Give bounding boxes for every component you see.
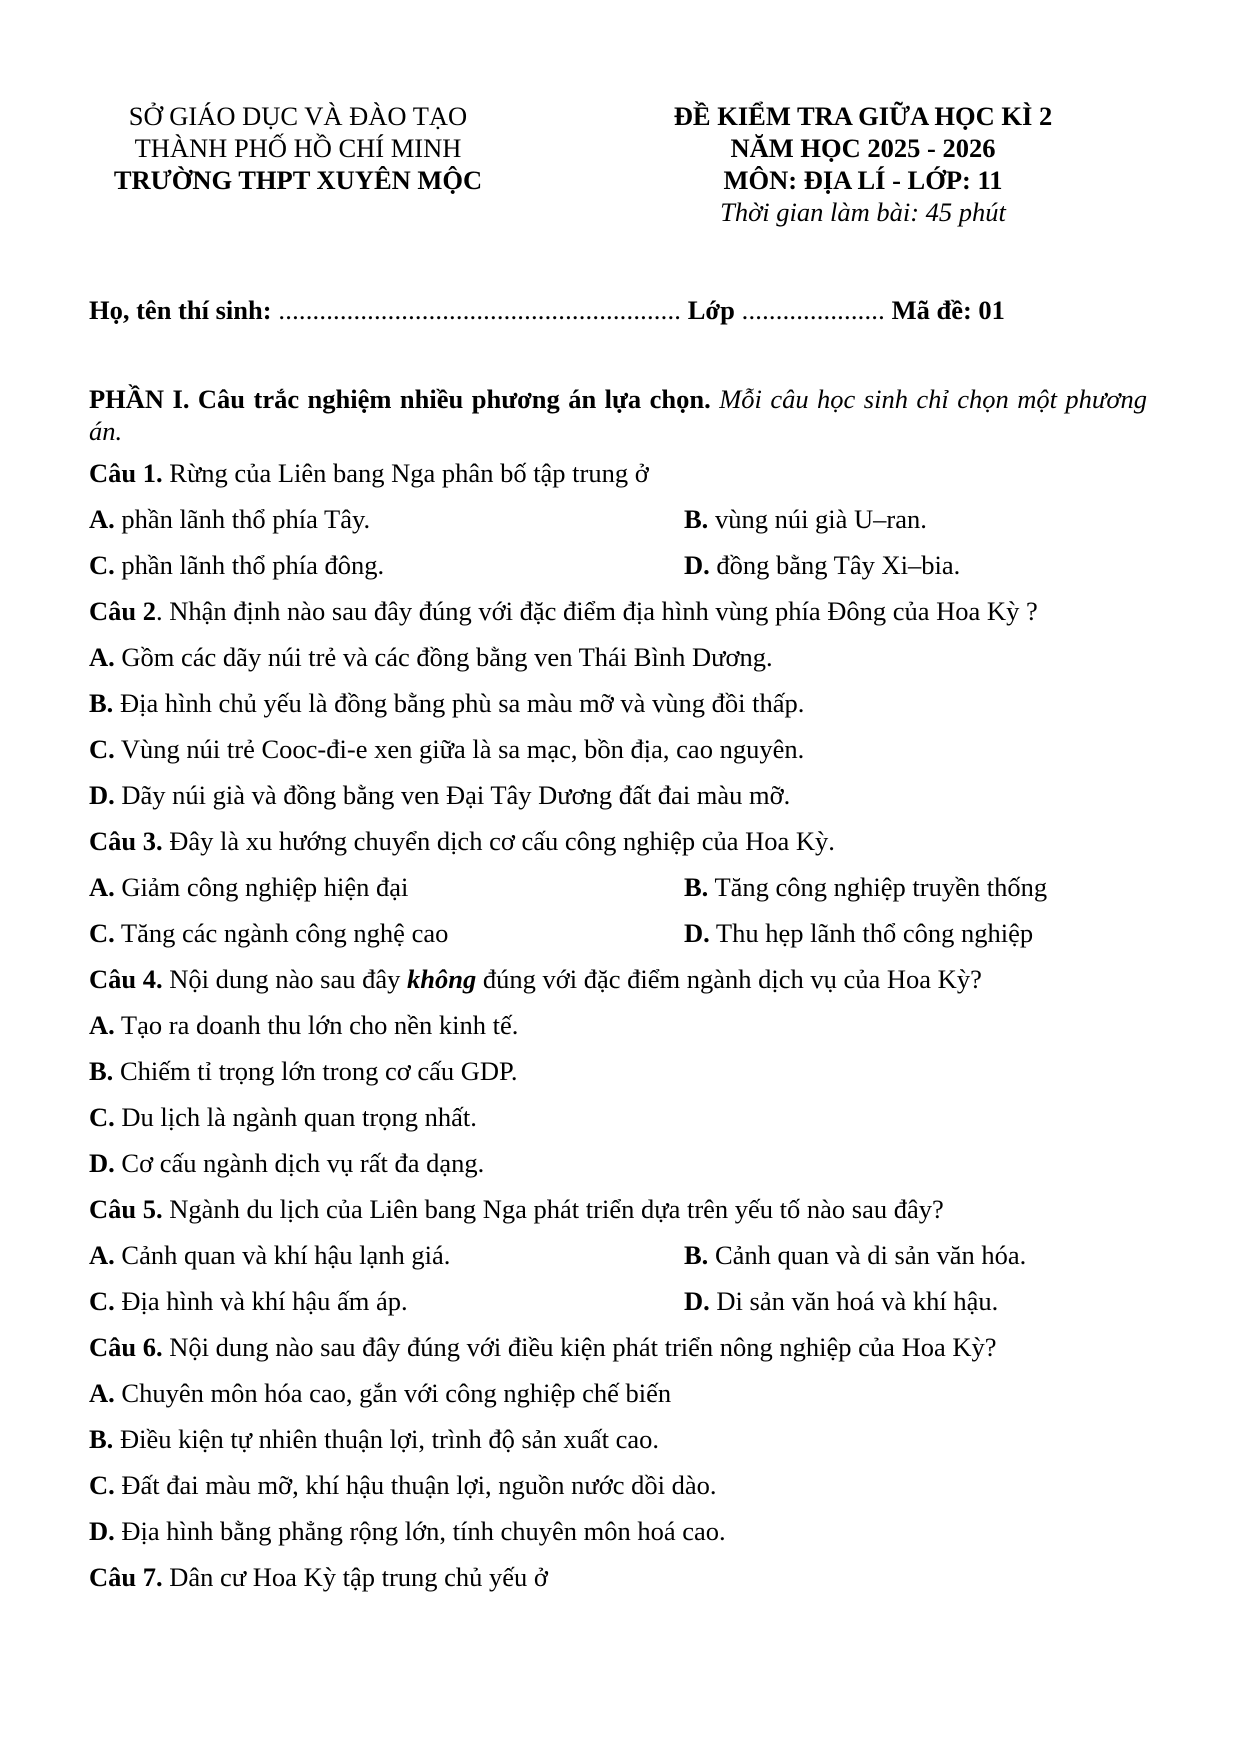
question-1-options-row-1 [89, 503, 1147, 549]
option-b[interactable]: B. Địa hình chủ yếu là đồng bằng phù sa màu mỡ và vùng đồi thấp. [89, 688, 805, 718]
question-7 [89, 1561, 1147, 1607]
option-b[interactable]: B. Cảnh quan và di sản văn hóa. [684, 1240, 1027, 1270]
option-b[interactable]: B. Tăng công nghiệp truyền thống [684, 872, 1048, 902]
exam-content [89, 383, 1147, 1607]
option-d[interactable]: D. đồng bằng Tây Xi–bia. [684, 550, 961, 580]
option-c[interactable]: C. Vùng núi trẻ Cooc-đi-e xen giữa là sa mạc, bồn địa, cao nguyên. [89, 734, 805, 764]
option-a[interactable]: A. Chuyên môn hóa cao, gắn với công nghiệp chế biến [89, 1378, 672, 1408]
question-3-options-row-2 [89, 917, 1147, 963]
question-text: Rừng của Liên bang Nga phân bố tập trung ở [169, 458, 649, 488]
question-text: . Nhận định nào sau đây đúng với đặc điểm địa hình vùng phía Đông của Hoa Kỳ ? [156, 596, 1038, 626]
class-field[interactable]: ..................... [734, 295, 885, 325]
question-3 [89, 825, 1147, 871]
question-number: Câu 3. [89, 826, 163, 856]
question-text-part-2: đúng với đặc điểm ngành dịch vụ của Hoa Kỳ? [482, 964, 982, 994]
city-name: THÀNH PHỐ HỒ CHÍ MINH [134, 133, 462, 163]
option-d[interactable]: D. Di sản văn hoá và khí hậu. [684, 1286, 999, 1316]
question-number: Câu 2 [89, 596, 157, 626]
option-d[interactable]: D. Dãy núi già và đồng bằng ven Đại Tây Dương đất đai màu mỡ. [89, 780, 791, 810]
question-number: Câu 6. [89, 1332, 163, 1362]
question-4 [89, 963, 1147, 1009]
department-name: SỞ GIÁO DỤC VÀ ĐÀO TẠO [128, 101, 468, 131]
question-5-options-row-1 [89, 1239, 1147, 1285]
option-a[interactable]: A. Cảnh quan và khí hậu lạnh giá. [89, 1240, 451, 1270]
question-2 [89, 595, 1147, 641]
exam-duration: Thời gian làm bài: 45 phút [720, 197, 1006, 227]
option-b[interactable]: B. Điều kiện tự nhiên thuận lợi, trình độ sản xuất cao. [89, 1424, 660, 1454]
question-6 [89, 1331, 1147, 1377]
exam-title: ĐỀ KIỂM TRA GIỮA HỌC KÌ 2 [673, 101, 1053, 131]
option-a[interactable]: A. Gồm các dãy núi trẻ và các đồng bằng ven Thái Bình Dương. [89, 642, 773, 672]
question-number: Câu 5. [89, 1194, 163, 1224]
subject-grade: MÔN: ĐỊA LÍ - LỚP: 11 [723, 165, 1003, 195]
option-c[interactable]: C. Du lịch là ngành quan trọng nhất. [89, 1102, 477, 1132]
class-label: Lớp [687, 295, 735, 325]
section-heading: PHẦN I. Câu trắc nghiệm nhiều phương án lựa chọn. [89, 384, 711, 414]
option-a[interactable]: A. phần lãnh thổ phía Tây. [89, 504, 371, 534]
section-title [89, 383, 1147, 447]
student-name-label: Họ, tên thí sinh: [89, 295, 272, 325]
question-3-options-row-1 [89, 871, 1147, 917]
option-d[interactable]: D. Cơ cấu ngành dịch vụ rất đa dạng. [89, 1148, 485, 1178]
option-d[interactable]: D. Địa hình bằng phẳng rộng lớn, tính chuyên môn hoá cao. [89, 1516, 726, 1546]
question-1 [89, 457, 1147, 503]
option-d[interactable]: D. Thu hẹp lãnh thổ công nghiệp [684, 918, 1034, 948]
section-instruction: Mỗi câu học sinh chỉ chọn một phương án. [89, 384, 1147, 446]
question-text: Ngành du lịch của Liên bang Nga phát triển dựa trên yếu tố nào sau đây? [169, 1194, 944, 1224]
option-c[interactable]: C. Đất đai màu mỡ, khí hậu thuận lợi, nguồn nước dồi dào. [89, 1470, 717, 1500]
question-5 [89, 1193, 1147, 1239]
question-keyword: không [407, 964, 477, 994]
question-number: Câu 4. [89, 964, 163, 994]
option-c[interactable]: C. Địa hình và khí hậu ấm áp. [89, 1286, 408, 1316]
question-text: Đây là xu hướng chuyển dịch cơ cấu công nghiệp của Hoa Kỳ. [169, 826, 835, 856]
question-5-options-row-2 [89, 1285, 1147, 1331]
question-text: Nội dung nào sau đây đúng với điều kiện phát triển nông nghiệp của Hoa Kỳ? [169, 1332, 997, 1362]
option-c[interactable]: C. Tăng các ngành công nghệ cao [89, 918, 449, 948]
question-text-part-1: Nội dung nào sau đây [169, 964, 401, 994]
school-name: TRƯỜNG THPT XUYÊN MỘC [113, 165, 483, 195]
school-year: NĂM HỌC 2025 - 2026 [730, 133, 996, 163]
question-number: Câu 7. [89, 1562, 163, 1592]
question-number: Câu 1. [89, 458, 163, 488]
exam-header [648, 100, 1078, 228]
student-info-line [89, 295, 1144, 326]
option-c[interactable]: C. phần lãnh thổ phía đông. [89, 550, 385, 580]
question-text: Dân cư Hoa Kỳ tập trung chủ yếu ở [169, 1562, 548, 1592]
question-1-options-row-2 [89, 549, 1147, 595]
option-b[interactable]: B. vùng núi già U–ran. [684, 504, 927, 534]
option-b[interactable]: B. Chiếm tỉ trọng lớn trong cơ cấu GDP. [89, 1056, 518, 1086]
student-name-field[interactable]: ........................................................... [271, 295, 682, 325]
school-header [88, 100, 508, 196]
exam-code: Mã đề: 01 [891, 295, 1005, 325]
option-a[interactable]: A. Tạo ra doanh thu lớn cho nền kinh tế. [89, 1010, 519, 1040]
option-a[interactable]: A. Giảm công nghiệp hiện đại [89, 872, 409, 902]
